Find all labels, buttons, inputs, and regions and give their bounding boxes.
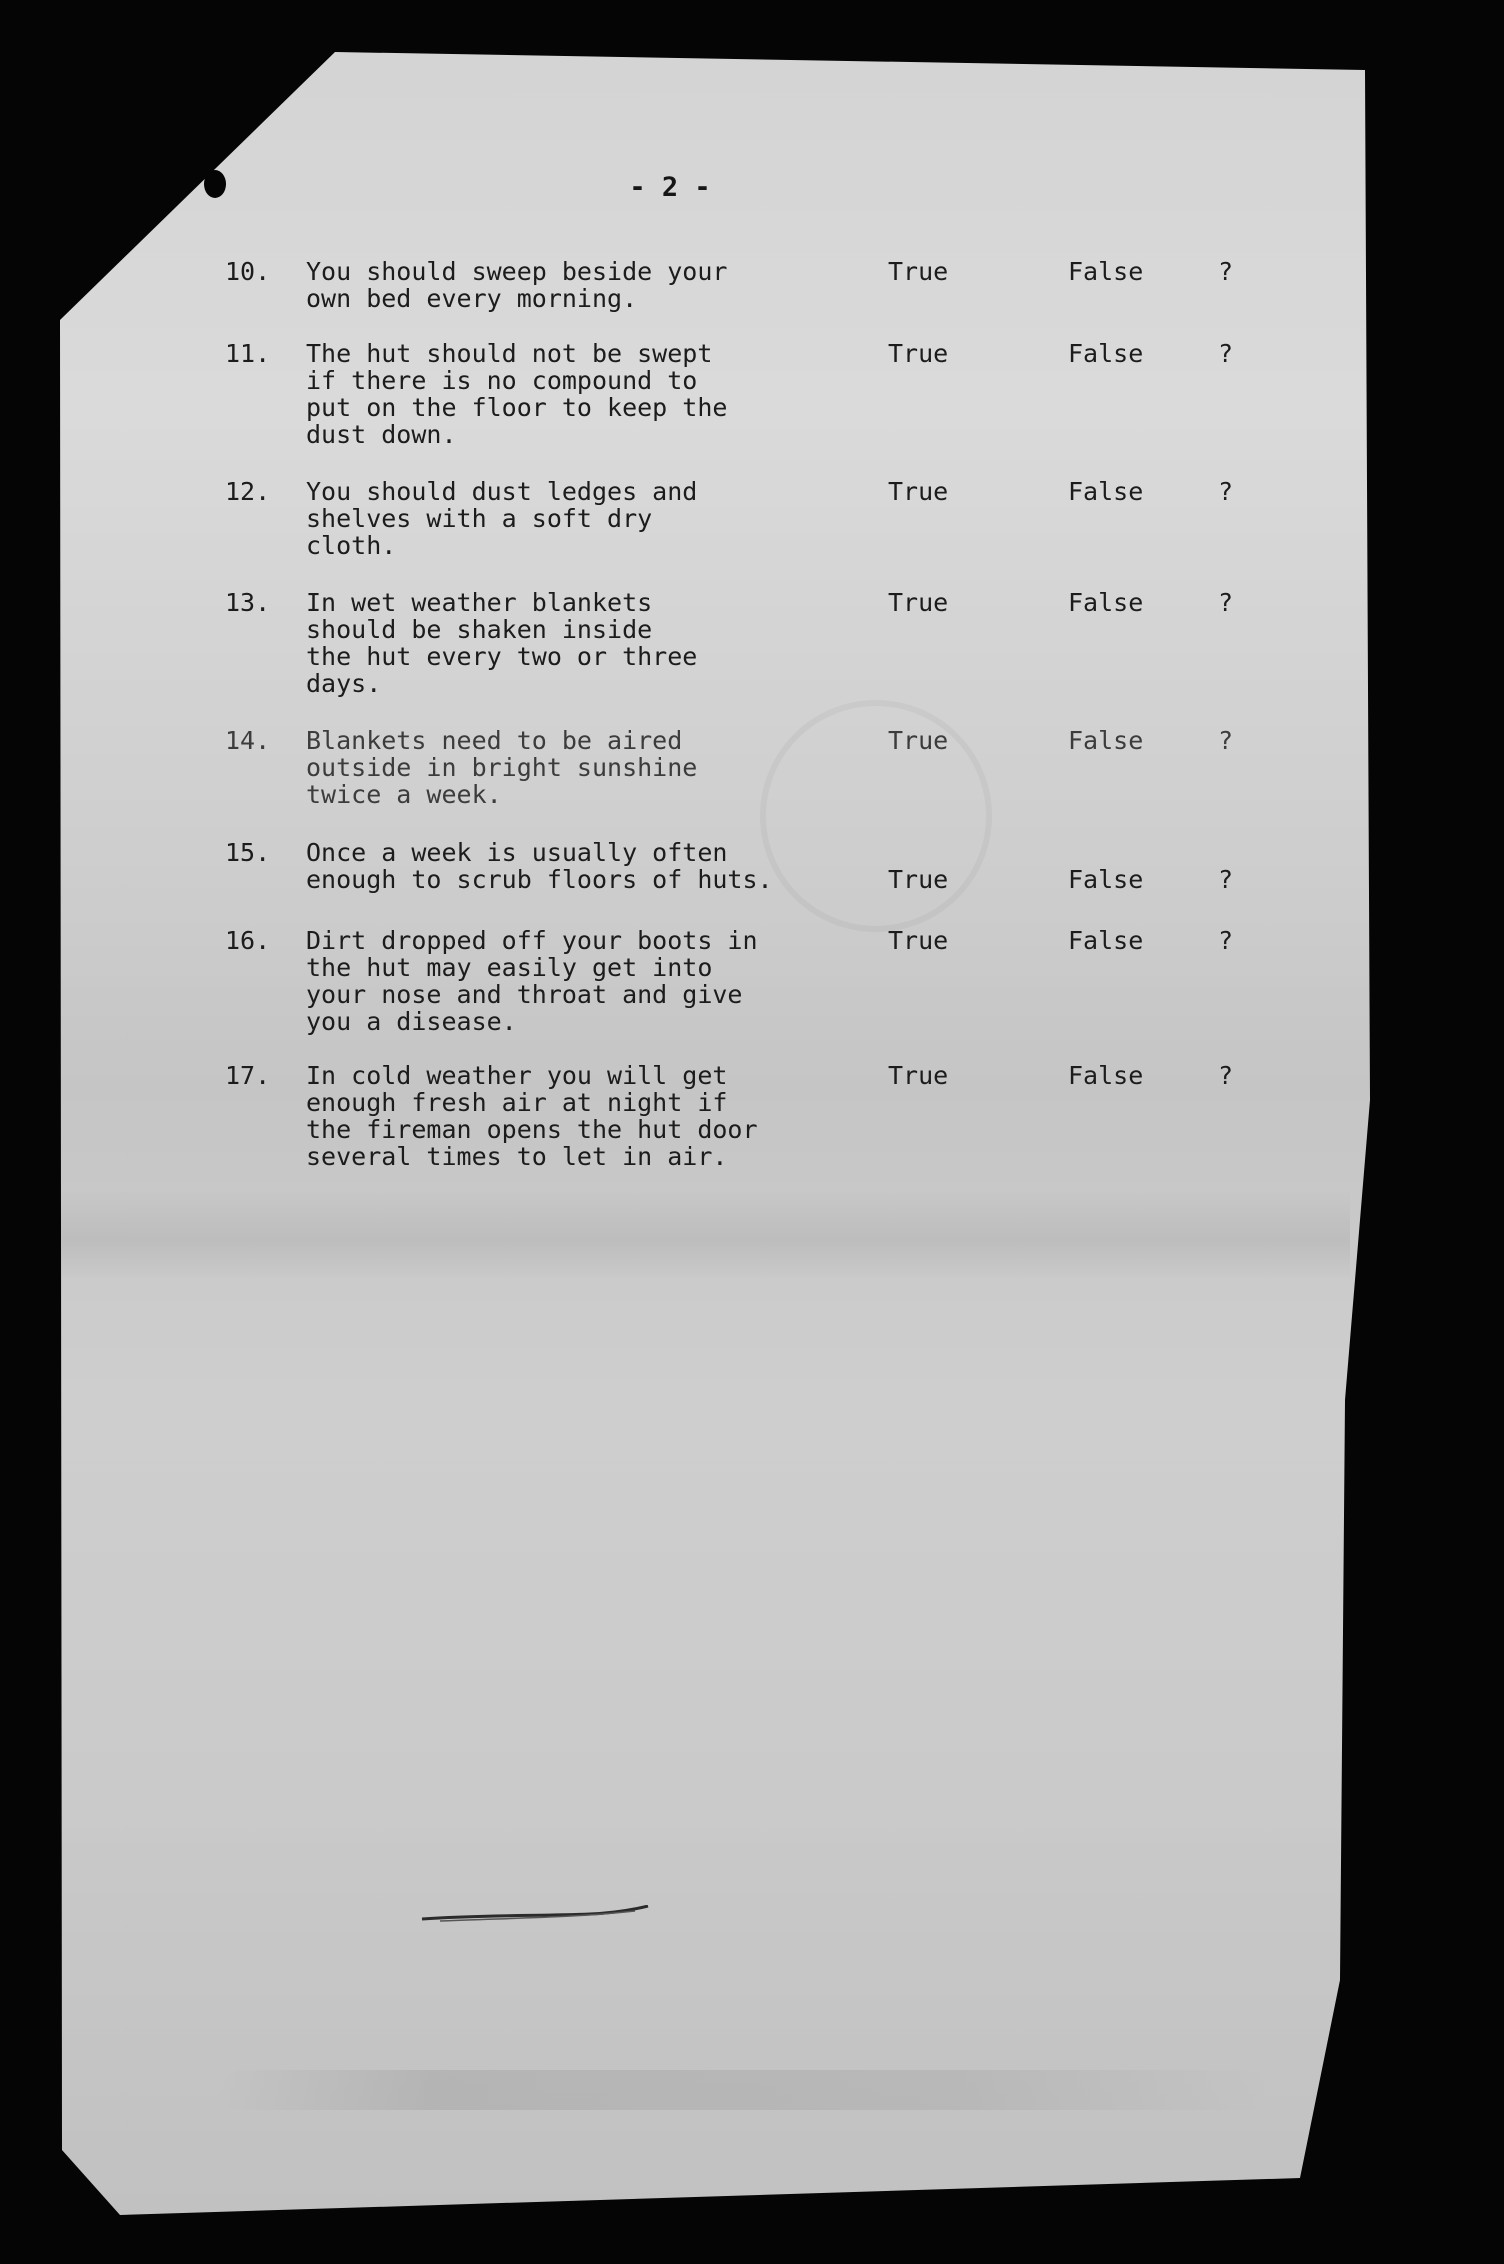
question-text: Dirt dropped off your boots in the hut may easily get into your nose and throat and give you a disease. <box>306 926 758 1036</box>
question-number: 12. <box>225 477 271 506</box>
question-11 <box>0 340 1300 450</box>
paper-smudge <box>220 2070 1270 2110</box>
true-option: True <box>888 1061 949 1090</box>
question-number: 13. <box>225 588 271 617</box>
question-14 <box>0 727 1300 837</box>
question-number: 11. <box>225 339 271 368</box>
question-number: 10. <box>225 257 271 286</box>
false-option: False <box>1068 257 1144 286</box>
question-number: 17. <box>225 1061 271 1090</box>
question-13 <box>0 589 1300 699</box>
false-option: False <box>1068 865 1144 894</box>
unknown-option: ? <box>1218 726 1234 755</box>
question-number: 16. <box>225 926 271 955</box>
unknown-option: ? <box>1218 1061 1234 1090</box>
false-option: False <box>1068 926 1144 955</box>
paper-fold <box>60 1190 1350 1280</box>
true-option: True <box>888 588 949 617</box>
question-16 <box>0 927 1300 1037</box>
unknown-option: ? <box>1218 477 1234 506</box>
question-number: 15. <box>225 838 271 867</box>
true-option: True <box>888 865 949 894</box>
false-option: False <box>1068 726 1144 755</box>
pen-stroke <box>420 1905 650 1925</box>
punch-hole <box>204 170 226 198</box>
question-number: 14. <box>225 726 271 755</box>
unknown-option: ? <box>1218 339 1234 368</box>
true-option: True <box>888 926 949 955</box>
true-option: True <box>888 257 949 286</box>
false-option: False <box>1068 1061 1144 1090</box>
question-text: In cold weather you will get enough fresh air at night if the fireman opens the hut door several times to let in air. <box>306 1061 758 1171</box>
question-text: Blankets need to be aired outside in bright sunshine twice a week. <box>306 726 698 809</box>
question-text: The hut should not be swept if there is no compound to put on the floor to keep the dust down. <box>306 339 728 449</box>
question-text: You should dust ledges and shelves with a soft dry cloth. <box>306 477 698 560</box>
question-text: In wet weather blankets should be shaken inside the hut every two or three days. <box>306 588 698 698</box>
question-text: Once a week is usually often enough to scrub floors of huts. <box>306 838 773 894</box>
false-option: False <box>1068 477 1144 506</box>
false-option: False <box>1068 339 1144 368</box>
question-17 <box>0 1062 1300 1172</box>
unknown-option: ? <box>1218 588 1234 617</box>
true-option: True <box>888 726 949 755</box>
true-option: True <box>888 477 949 506</box>
question-12 <box>0 478 1300 588</box>
unknown-option: ? <box>1218 865 1234 894</box>
true-option: True <box>888 339 949 368</box>
false-option: False <box>1068 588 1144 617</box>
page-number: - 2 - <box>629 172 711 203</box>
question-text: You should sweep beside your own bed every morning. <box>306 257 728 313</box>
unknown-option: ? <box>1218 926 1234 955</box>
unknown-option: ? <box>1218 257 1234 286</box>
